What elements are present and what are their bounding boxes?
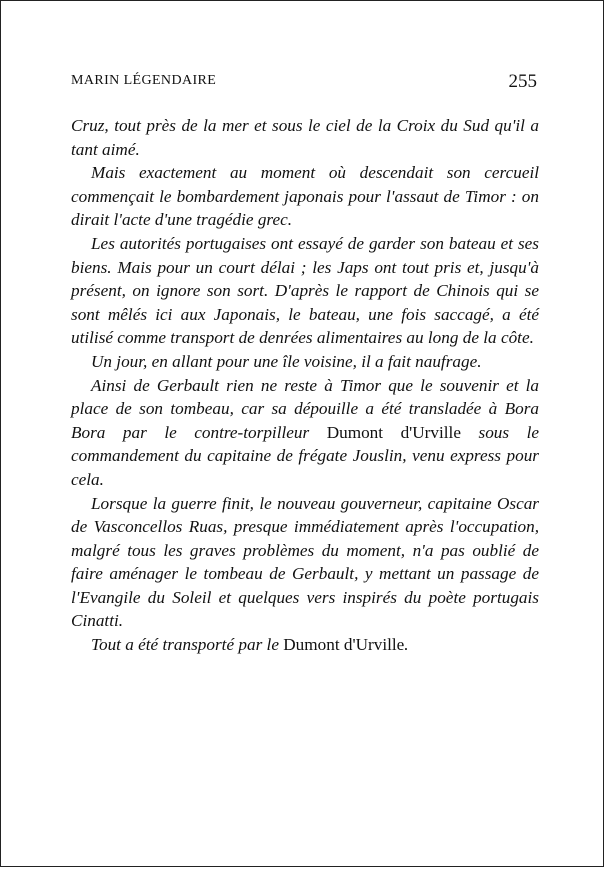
paragraph-text: Tout a été transporté par le [91,635,284,655]
paragraph-text: Lorsque la guerre finit, le nouveau gouverneur, capitaine Oscar de Vasconcellos Ruas, presque immédiatement après l'occupation, malgré tous les graves problèmes du moment, n'a pas oublié de faire aménager le tombeau de Gerbault, y mettant un passage de l'Evangile du Soleil et quelques vers inspirés du poète portugais Cinatti. [71,493,539,631]
page-number: 255 [508,71,537,92]
paragraph-text: Un jour, en allant pour une île voisine, il a fait naufrage. [91,351,482,371]
paragraph-text: Les autorités portugaises ont essayé de garder son bateau et ses biens. Mais pour un court délai ; les Japs ont tout pris et, jusqu'à présent, on ignore son sort. D'après le rapport de Chinois qui se sont mêlés ici aux Japonais, le bateau, une fois saccagé, a été utilisé comme transport de denrées alimentaires au long de la côte. [71,233,539,348]
ship-name: Dumont d'Urville [283,635,405,655]
ship-name: Dumont d'Urville [326,422,461,442]
paragraph-text: Mais exactement au moment où descendait son cercueil commençait le bombardement japonais pour l'assaut de Timor : on dirait l'acte d'une tragédie grec. [71,163,539,230]
paragraph-text: . [404,635,409,655]
paragraph-2 [71,161,539,232]
body-text [71,114,539,657]
paragraph-text: sous le commandement du capitaine de frégate Jouslin, venu express pour cela. [71,422,540,489]
paragraph-3 [71,232,539,350]
running-head [71,71,537,93]
paragraph-text: Cruz, tout près de la mer et sous le ciel de la Croix du Sud qu'il a tant aimé. [71,116,539,159]
paragraph-7 [71,633,539,657]
paragraph-text: Ainsi de Gerbault rien ne reste à Timor que le souvenir et la place de son tombeau, car sa dépouille a été transladée à Bora Bora par le contre-torpilleur [71,375,539,442]
paragraph-6 [71,492,539,634]
running-title: MARIN LÉGENDAIRE [71,73,217,88]
paragraph-4 [71,350,539,374]
paragraph-5 [71,374,539,492]
paragraph-1 [71,114,539,161]
